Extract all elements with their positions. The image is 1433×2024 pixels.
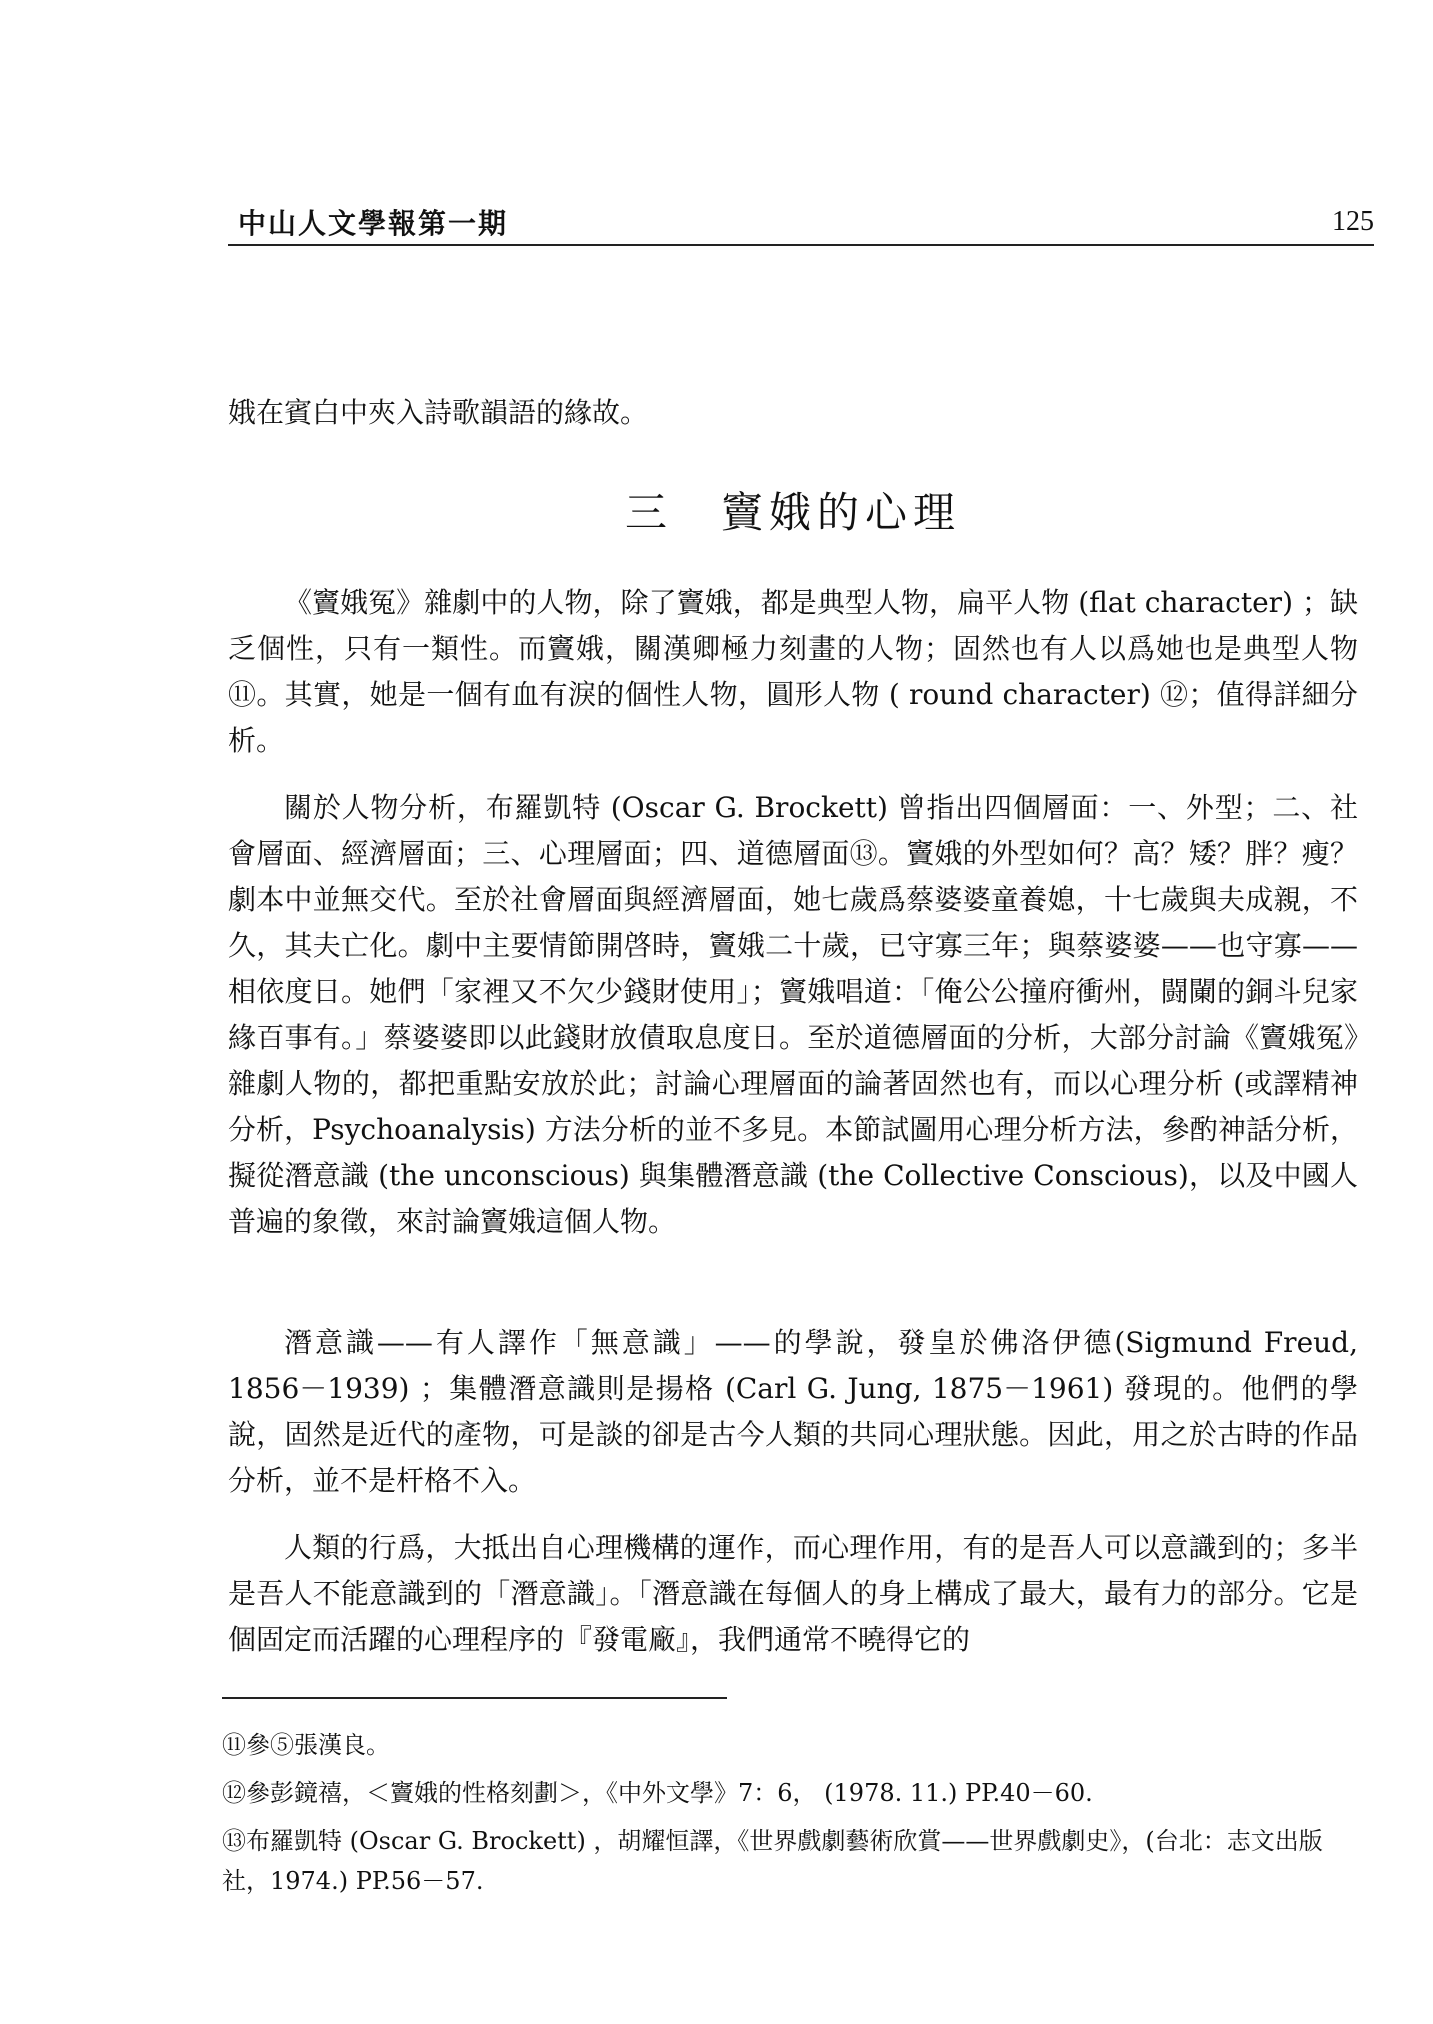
footnote: ⑬布羅凱特 (Oscar G. Brockett) ，胡耀恒譯，《世界戲劇藝術欣賞——世界戲劇史》，(台北：志文出版社，1974.) PP.56－57. bbox=[222, 1827, 1323, 1895]
footnotes bbox=[222, 1725, 1362, 1909]
paragraph: 潛意識——有人譯作「無意識」——的學說，發皇於佛洛伊德(Sigmund Freud, 1856－1939) ；集體潛意識則是揚格 (Carl G. Jung, 1875－1961) 發現的。他們的學說，固然是近代的產物，可是談的卻是古今人類的共同心理狀態。因此，用之於古時的作品分析，並不是杆格不入。 bbox=[228, 1326, 1358, 1497]
footnote: ⑪參⑤張漢良。 bbox=[222, 1731, 390, 1759]
continued-paragraph: 娥在賓白中夾入詩歌韻語的緣故。 bbox=[228, 396, 649, 429]
footnote: ⑫參彭鏡禧，＜竇娥的性格刻劃＞，《中外文學》7：6， (1978. 11.) PP.40－60. bbox=[222, 1779, 1093, 1807]
header-rule bbox=[228, 244, 1374, 246]
paragraph: 人類的行爲，大抵出自心理機構的運作，而心理作用，有的是吾人可以意識到的；多半是吾人不能意識到的「潛意識」。「潛意識在每個人的身上構成了最大，最有力的部分。它是個固定而活躍的心理程序的『發電廠』，我們通常不曉得它的 bbox=[228, 1531, 1358, 1656]
journal-name: 中山人文學報第一期 bbox=[238, 207, 509, 240]
page-number: 125 bbox=[1332, 206, 1374, 237]
paragraph: 關於人物分析，布羅凱特 (Oscar G. Brockett) 曾指出四個層面：一、外型；二、社會層面、經濟層面；三、心理層面；四、道德層面⑬。竇娥的外型如何？高？矮？胖？瘦？劇本中並無交代。至於社會層面與經濟層面，她七歲爲蔡婆婆童養媳，十七歲與夫成親，不久，其夫亡化。劇中主要情節開啓時，竇娥二十歲，已守寡三年；與蔡婆婆——也守寡——相依度日。她們「家裡又不欠少錢財使用」；竇娥唱道：「俺公公撞府衝州，闘䦨的銅斗兒家緣百事有。」蔡婆婆即以此錢財放債取息度日。至於道德層面的分析，大部分討論《竇娥冤》雜劇人物的，都把重點安放於此；討論心理層面的論著固然也有，而以心理分析 (或譯精神分析，Psychoanalysis) 方法分析的並不多見。本節試圖用心理分析方法，參酌神話分析，擬從潛意識 (the unconscious) 與集體潛意識 (the Collective Conscious)，以及中國人普遍的象徵，來討論竇娥這個人物。 bbox=[228, 791, 1358, 1238]
running-header bbox=[228, 200, 1374, 244]
section-title: 三 竇娥的心理 bbox=[624, 488, 961, 537]
paragraph: 《竇娥冤》雜劇中的人物，除了竇娥，都是典型人物，扁平人物 (flat character) ；缺乏個性，只有一類性。而竇娥，關漢卿極力刻畫的人物；固然也有人以爲她也是典型人物⑪。其實，她是一個有血有淚的個性人物，圓形人物 ( round character) ⑫；值得詳細分析。 bbox=[228, 586, 1358, 757]
footnote-rule bbox=[222, 1697, 727, 1699]
